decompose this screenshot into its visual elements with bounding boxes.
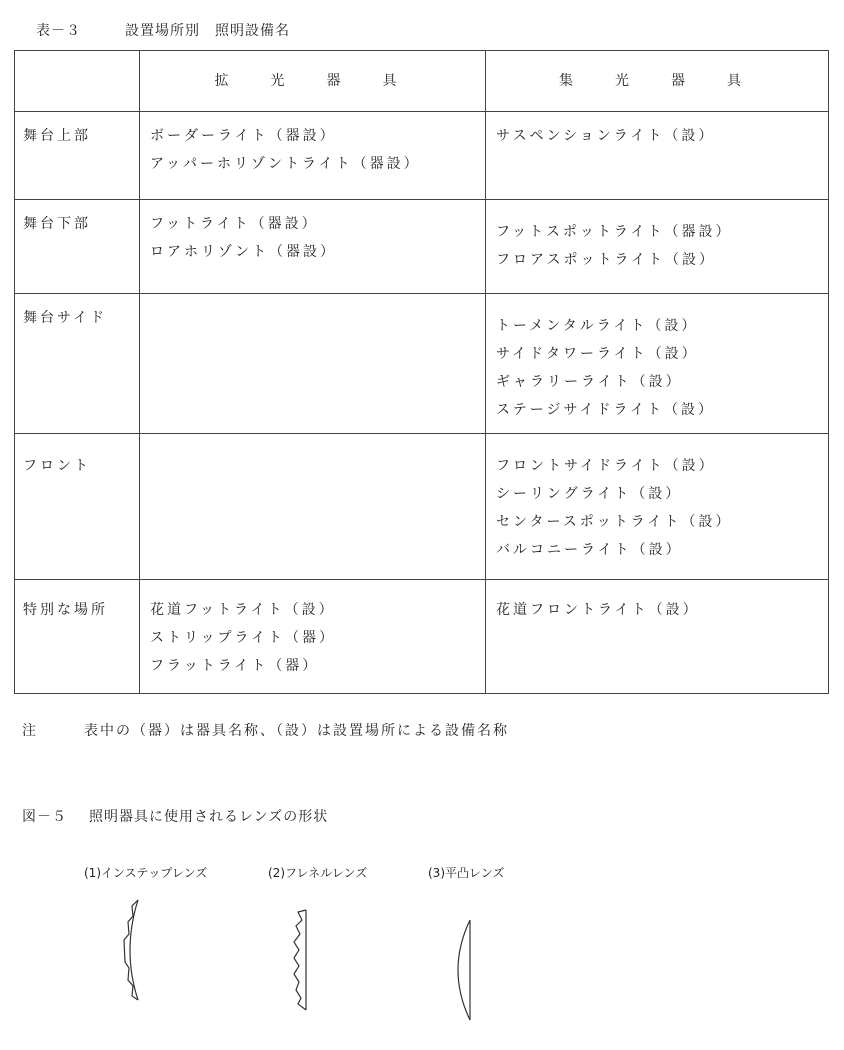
focused-item: フロアスポットライト（設） xyxy=(496,252,717,268)
table-note xyxy=(22,720,509,740)
diffused-item: ロアホリゾント（器設） xyxy=(150,244,337,260)
focused-item: トーメンタルライト（設） xyxy=(496,318,699,334)
focused-item: ギャラリーライト（設） xyxy=(496,374,683,390)
focused-item: シーリングライト（設） xyxy=(496,486,683,502)
diffused-item: フットライト（器設） xyxy=(150,216,319,232)
header-location xyxy=(15,51,140,112)
plano-convex-lens-illustration xyxy=(448,916,482,1024)
focused-item: バルコニーライト（設） xyxy=(496,542,683,558)
figure-title: 照明器具に使用されるレンズの形状 xyxy=(89,809,329,825)
diffused-item: フラットライト（器） xyxy=(150,658,320,674)
table-row xyxy=(15,112,829,200)
diffused-item: ストリップライト（器） xyxy=(150,630,337,646)
diffused-item: 花道フットライト（設） xyxy=(150,602,336,618)
diffused-item: アッパーホリゾントライト（器設） xyxy=(150,156,421,172)
diffused-item: ボーダーライト（器設） xyxy=(150,128,337,144)
focused-item: ステージサイドライト（設） xyxy=(496,402,716,418)
table-row xyxy=(15,580,829,694)
focused-item: 花道フロントライト（設） xyxy=(496,602,700,618)
lighting-equipment-table xyxy=(14,50,829,694)
focused-item: サスペンションライト（設） xyxy=(496,128,716,144)
table-header-row xyxy=(15,51,829,112)
row-location: フロント xyxy=(23,458,91,474)
header-diffused: 拡 光 器 具 xyxy=(140,51,486,112)
focused-item: サイドタワーライト（設） xyxy=(496,346,699,362)
table-caption xyxy=(36,20,290,40)
row-location: 特別な場所 xyxy=(23,602,108,618)
step-lens-illustration xyxy=(108,896,148,1006)
table-row xyxy=(15,434,829,580)
lens-label-plano-convex: (3)平凸レンズ xyxy=(428,866,505,880)
lens-label-step: (1)インステップレンズ xyxy=(84,866,208,880)
focused-item: フロントサイドライト（設） xyxy=(496,458,716,474)
focused-item: フットスポットライト（器設） xyxy=(496,224,733,240)
figure-caption xyxy=(22,806,328,826)
row-location: 舞台上部 xyxy=(23,128,91,144)
table-number: 表－３ xyxy=(36,23,81,39)
note-mark: 注 xyxy=(22,723,38,739)
row-location: 舞台下部 xyxy=(23,216,91,232)
focused-item: センタースポットライト（設） xyxy=(496,514,733,530)
note-text: 表中の（器）は器具名称、（設）は設置場所による設備名称 xyxy=(84,723,509,739)
table-row xyxy=(15,200,829,294)
table-row xyxy=(15,294,829,434)
table-title: 設置場所別 照明設備名 xyxy=(125,23,290,39)
header-focused: 集 光 器 具 xyxy=(486,51,829,112)
fresnel-lens-illustration xyxy=(284,906,318,1014)
figure-number: 図－５ xyxy=(22,809,67,825)
lens-label-fresnel: (2)フレネルレンズ xyxy=(268,866,368,880)
row-location: 舞台サイド xyxy=(23,310,108,326)
